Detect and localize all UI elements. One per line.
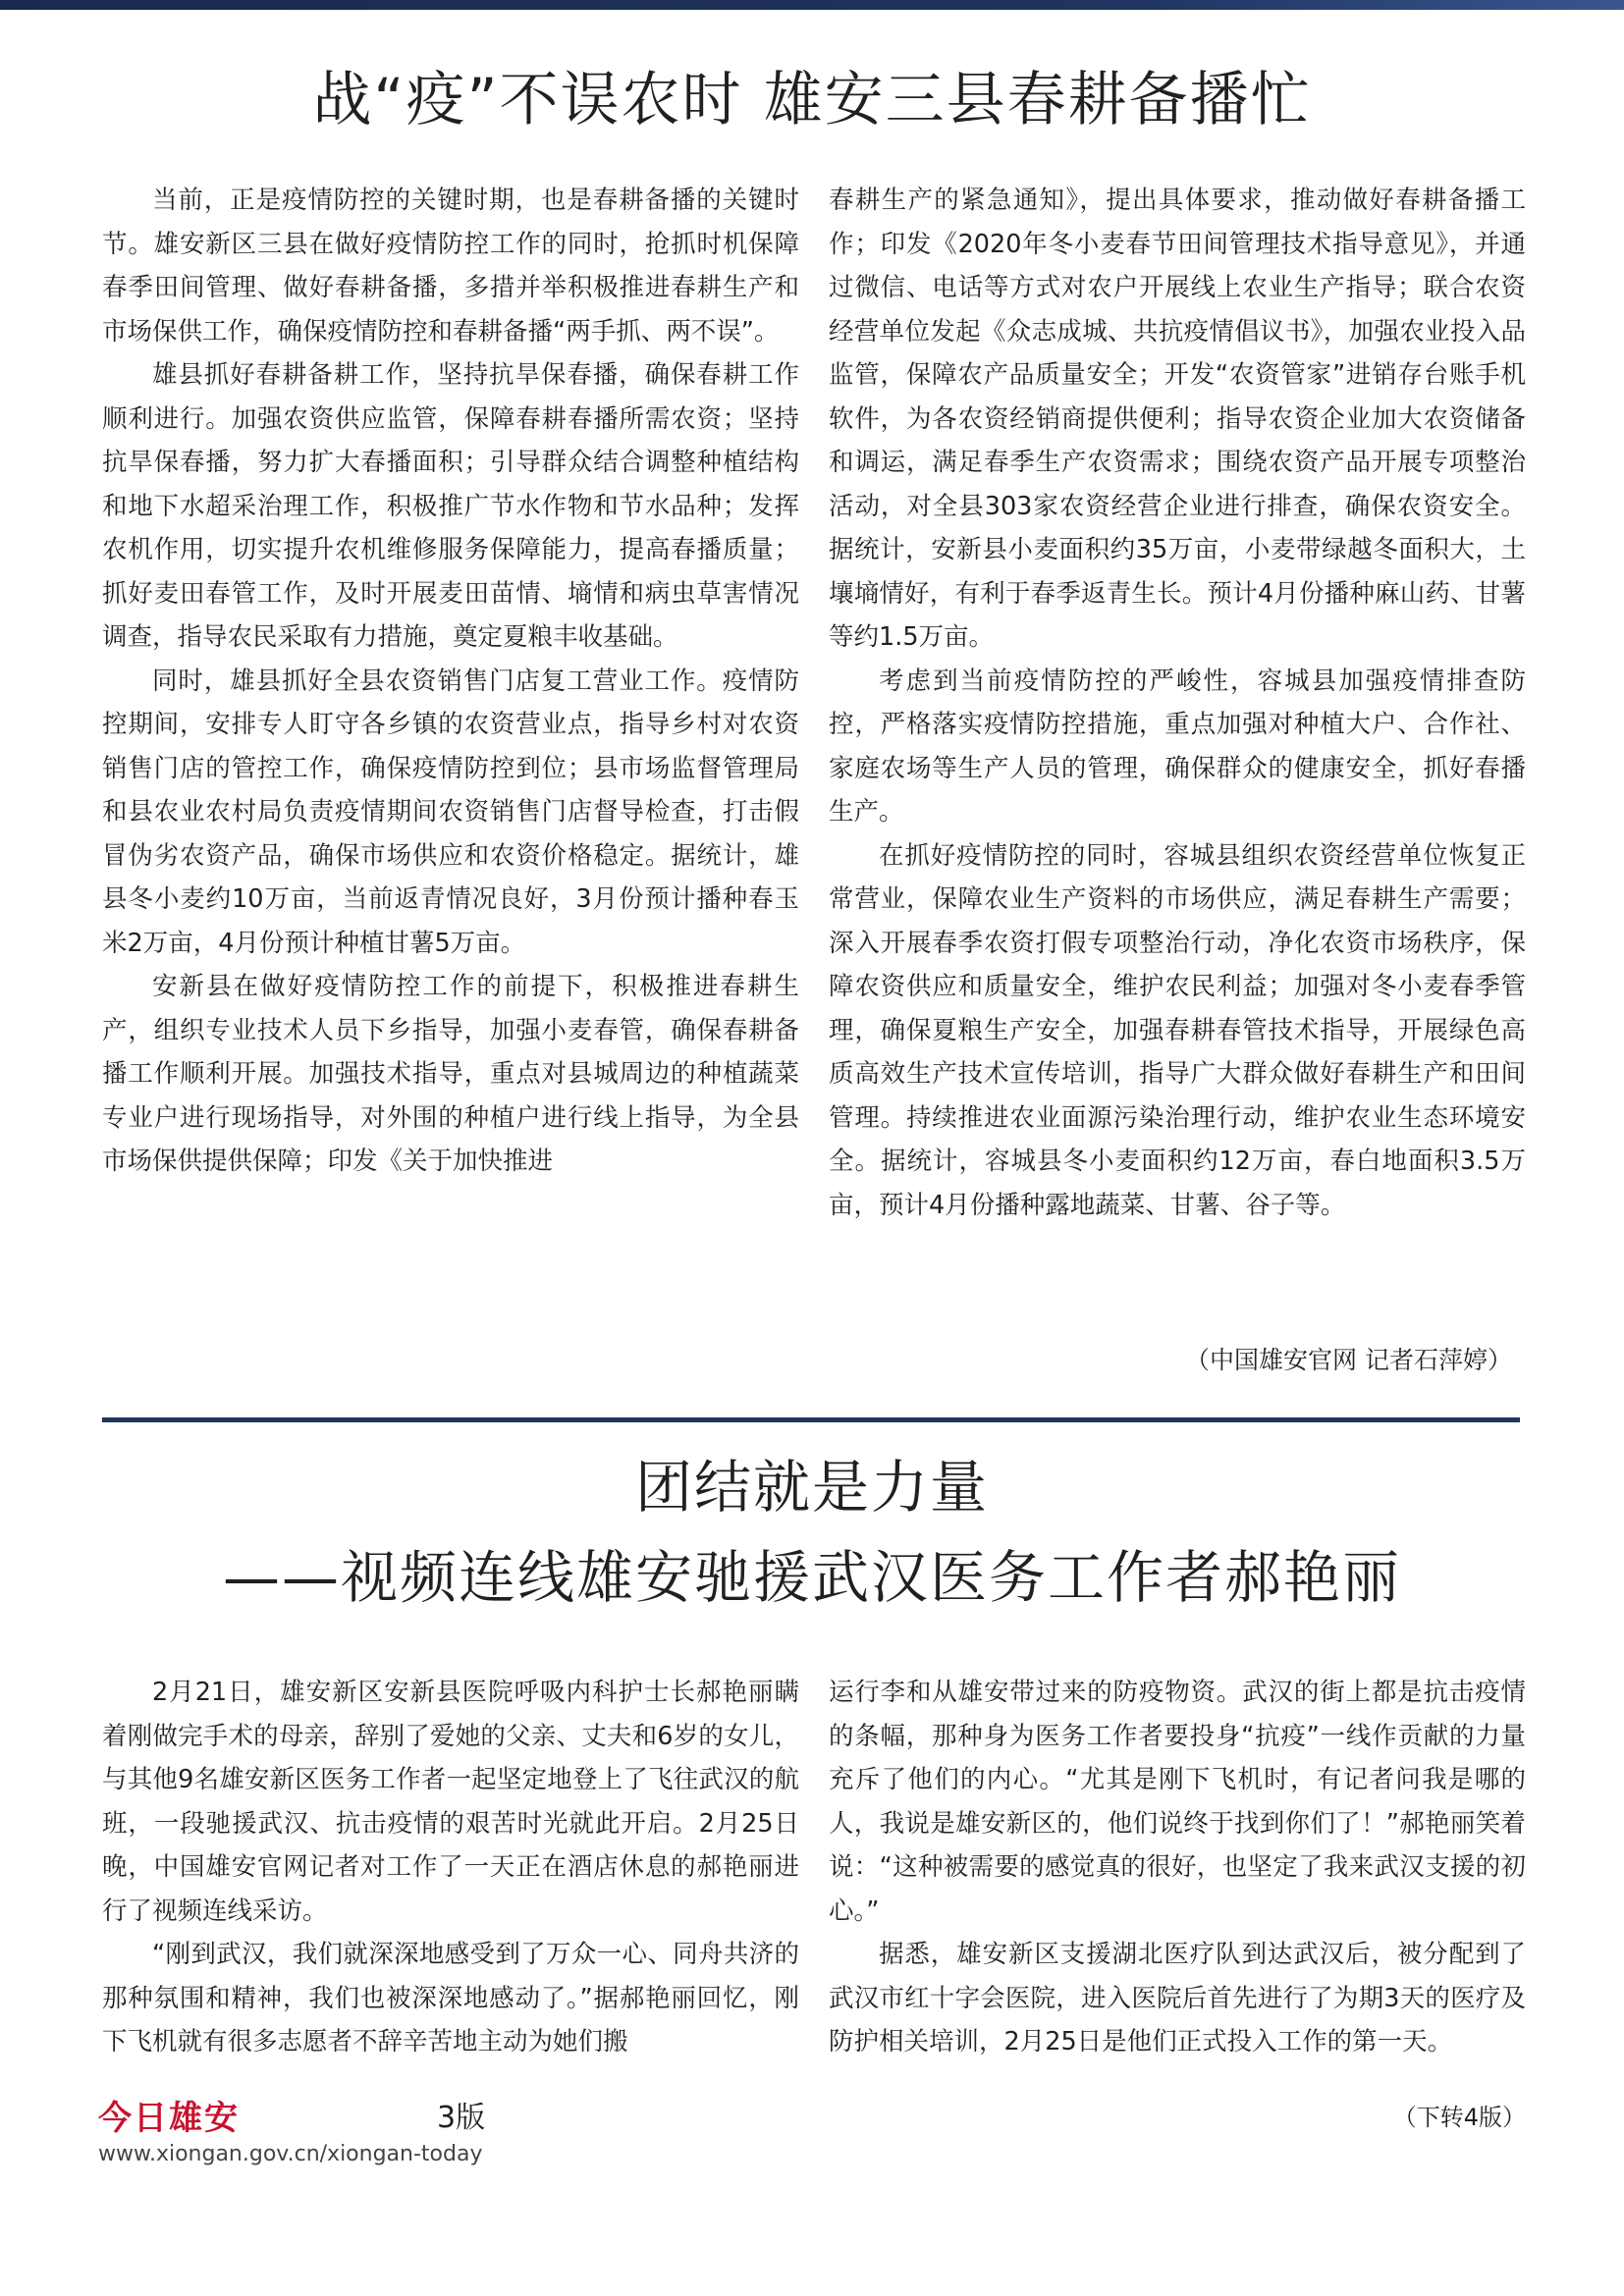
newspaper-logo: 今日雄安 [98,2099,240,2138]
paragraph: “刚到武汉，我们就深深地感受到了万众一心、同舟共济的那种氛围和精神，我们也被深深地感动了。”据郝艳丽回忆，刚下飞机就有很多志愿者不辞辛苦地主动为她们搬 [102,1940,799,2056]
article2-column-left [102,1671,799,2064]
paragraph: 雄县抓好春耕备耕工作，坚持抗旱保春播，确保春耕工作顺利进行。加强农资供应监管，保障春耕春播所需农资；坚持抗旱保春播，努力扩大春播面积；引导群众结合调整种植结构和地下水超采治理工作，积极推广节水作物和节水品种；发挥农机作用，切实提升农机维修服务保障能力，提高春播质量；抓好麦田春管工作，及时开展麦田苗情、墒情和病虫草害情况调查，指导农民采取有力措施，奠定夏粮丰收基础。 [102,360,799,652]
paragraph-continued: 春耕生产的紧急通知》，提出具体要求，推动做好春耕备播工作；印发《2020年冬小麦春节田间管理技术指导意见》，并通过微信、电话等方式对农户开展线上农业生产指导；联合农资经营单位发起《众志成城、共抗疫情倡议书》，加强农业投入品监管，保障农产品质量安全；开发“农资管家”进销存台账手机软件，为各农资经销商提供便利；指导农资企业加大农资储备和调运，满足春季生产农资需求；围绕农资产品开展专项整治活动，对全县303家农资经营企业进行排查，确保农资安全。据统计，安新县小麦面积约35万亩，小麦带绿越冬面积大，土壤墒情好，有利于春季返青生长。预计4月份播种麻山药、甘薯等约1.5万亩。 [829,186,1526,652]
top-accent-bar [0,0,1624,10]
website-link[interactable]: www.xiongan.gov.cn/xiongan-today [98,2142,483,2166]
paragraph: 在抓好疫情防控的同时，容城县组织农资经营单位恢复正常营业，保障农业生产资料的市场供应，满足春耕生产需要；深入开展春季农资打假专项整治行动，净化农资市场秩序，保障农资供应和质量安全，维护农民利益；加强对冬小麦春季管理，确保夏粮生产安全，加强春耕春管技术指导，开展绿色高质高效生产技术宣传培训，指导广大群众做好春耕生产和田间管理。持续推进农业面源污染治理行动，维护农业生态环境安全。据统计，容城县冬小麦面积约12万亩，春白地面积3.5万亩，预计4月份播种露地蔬菜、甘薯、谷子等。 [829,840,1526,1220]
paragraph: 据悉，雄安新区支援湖北医疗队到达武汉后，被分配到了武汉市红十字会医院，进入医院后首先进行了为期3天的医疗及防护相关培训，2月25日是他们正式投入工作的第一天。 [829,1940,1526,2056]
article1-column-left [102,179,799,1184]
article1-column-right [829,179,1526,1227]
article1-title: 战“疫”不误农时 雄安三县春耕备播忙 [312,66,1312,134]
paragraph: 安新县在做好疫情防控工作的前提下，积极推进春耕生产，组织专业技术人员下乡指导，加强小麦春管，确保春耕备播工作顺利开展。加强技术指导，重点对县城周边的种植蔬菜专业户进行现场指导，对外围的种植户进行线上指导，为全县市场保供提供保障；印发《关于加快推进 [102,972,799,1176]
paragraph: 当前，正是疫情防控的关键时期，也是春耕备播的关键时节。雄安新区三县在做好疫情防控工作的同时，抢抓时机保障春季田间管理、做好春耕备播，多措并举积极推进春耕生产和市场保供工作，确保疫情防控和春耕备播“两手抓、两不误”。 [102,186,799,347]
paragraph-continued: 运行李和从雄安带过来的防疫物资。武汉的街上都是抗击疫情的条幅，那种身为医务工作者要投身“抗疫”一线作贡献的力量充斥了他们的内心。“尤其是刚下飞机时，有记者问我是哪的人，我说是雄安新区的，他们说终于找到你们了！”郝艳丽笑着说：“这种被需要的感觉真的很好，也坚定了我来武汉支援的初心。” [829,1678,1526,1926]
section-divider [102,1417,1520,1422]
paragraph: 2月21日，雄安新区安新县医院呼吸内科护士长郝艳丽瞒着刚做完手术的母亲，辞别了爱她的父亲、丈夫和6岁的女儿，与其他9名雄安新区医务工作者一起坚定地登上了飞往武汉的航班，一段驰援武汉、抗击疫情的艰苦时光就此开启。2月25日晚，中国雄安官网记者对工作了一天正在酒店休息的郝艳丽进行了视频连线采访。 [102,1678,799,1926]
article2-subtitle: ——视频连线雄安驰援武汉医务工作者郝艳丽 [222,1544,1401,1611]
page-number: 3版 [437,2101,486,2135]
paragraph: 同时，雄县抓好全县农资销售门店复工营业工作。疫情防控期间，安排专人盯守各乡镇的农资营业点，指导乡村对农资销售门店的管控工作，确保疫情防控到位；县市场监督管理局和县农业农村局负责疫情期间农资销售门店督导检查，打击假冒伪劣农资产品，确保市场供应和农资价格稳定。据统计，雄县冬小麦约10万亩，当前返青情况良好，3月份预计播种春玉米2万亩，4月份预计种植甘薯5万亩。 [102,666,799,958]
article1-byline: （中国雄安官网 记者石萍婷） [1185,1346,1512,1374]
continued-on-note: （下转4版） [1392,2104,1526,2131]
paragraph: 考虑到当前疫情防控的严峻性，容城县加强疫情排查防控，严格落实疫情防控措施，重点加强对种植大户、合作社、家庭农场等生产人员的管理，确保群众的健康安全，抓好春播生产。 [829,666,1526,827]
article2-column-right [829,1671,1526,2064]
article2-title: 团结就是力量 [634,1454,989,1521]
